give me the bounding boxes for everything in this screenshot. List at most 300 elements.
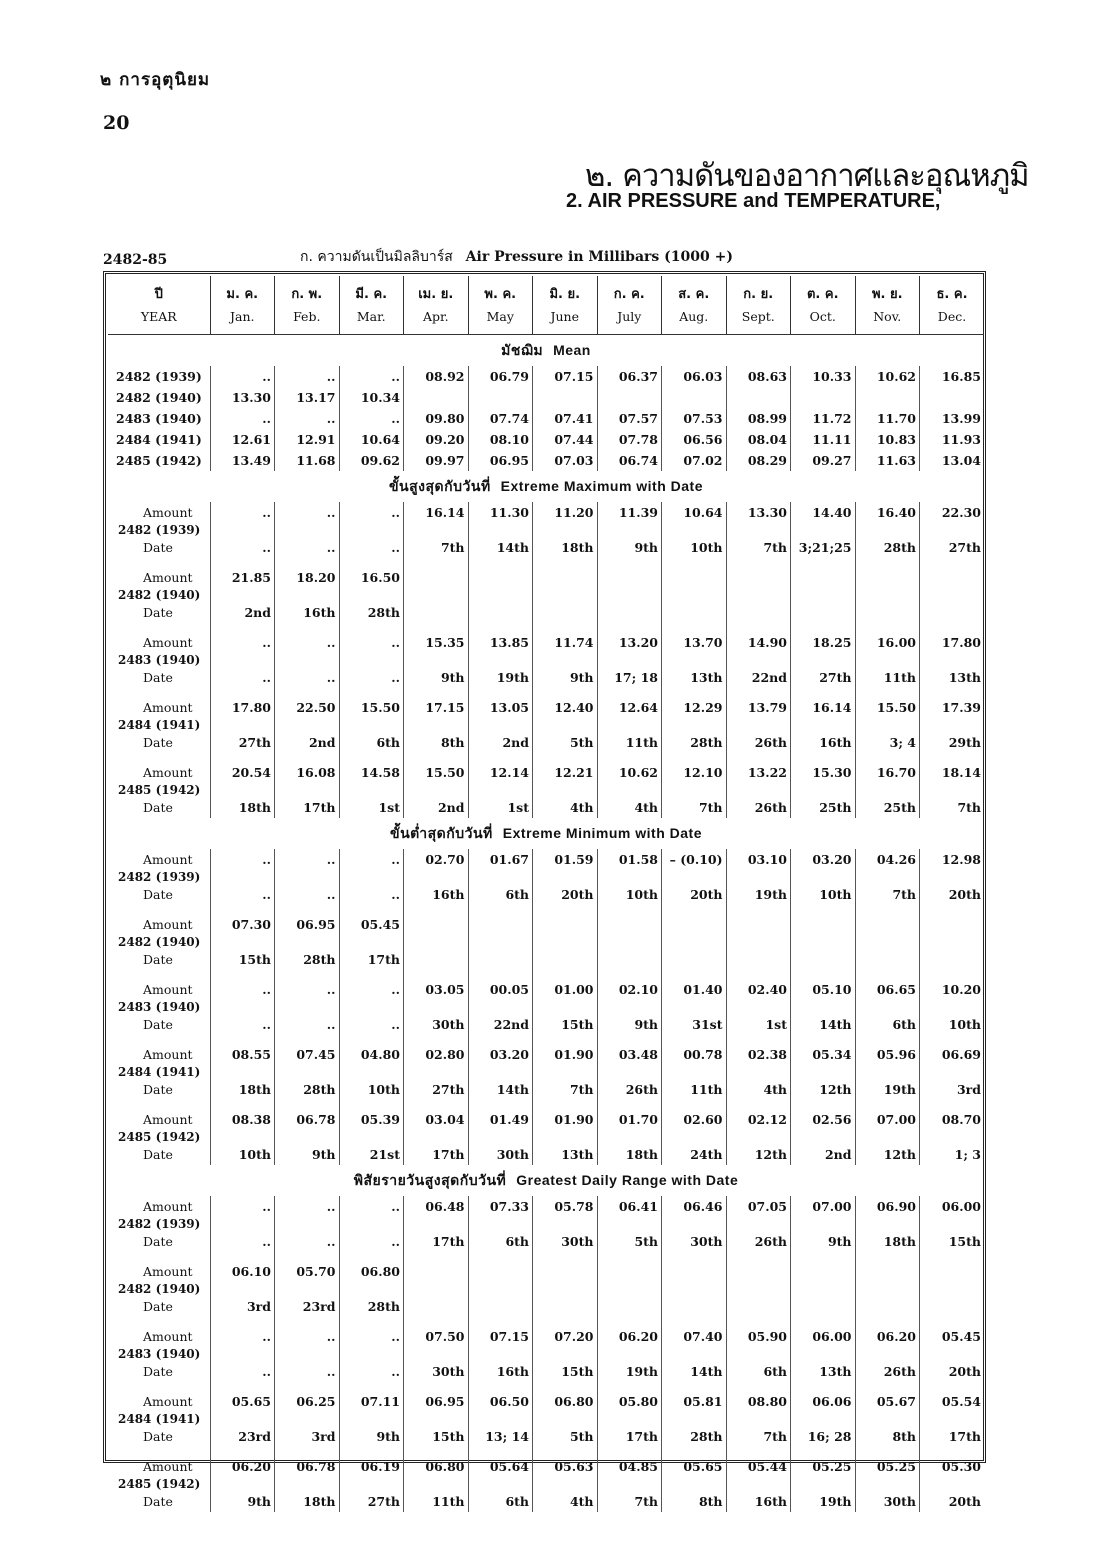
row-year-label: 2483 (1940)	[118, 1000, 201, 1014]
gap-cell	[855, 623, 920, 632]
table-cell: 10th	[597, 884, 662, 905]
table-cell: 22.50	[275, 697, 340, 718]
table-cell: 8th	[662, 1491, 727, 1512]
table-cell: 11.11	[791, 429, 856, 450]
gap-cell	[662, 623, 727, 632]
spacer-cell	[920, 523, 985, 537]
table-cell: 06.65	[855, 979, 920, 1000]
table-cell	[597, 1261, 662, 1282]
table-cell: 13.30	[726, 502, 791, 523]
row-label-amount: Amount	[143, 1459, 193, 1474]
table-cell: 27th	[339, 1491, 404, 1512]
table-cell: 07.40	[662, 1326, 727, 1347]
row-label-amount: Amount	[143, 505, 193, 520]
spacer-cell	[597, 870, 662, 884]
gap-cell	[108, 970, 210, 979]
table-cell: ..	[210, 1361, 275, 1382]
spacer-cell	[275, 1477, 340, 1491]
table-cell: 13; 14	[468, 1426, 533, 1447]
table-cell: 9th	[533, 667, 598, 688]
gap-cell	[726, 1035, 791, 1044]
table-caption-english: Air Pressure in Millibars (1000 +)	[465, 249, 733, 265]
row-label-date: Date	[143, 1364, 173, 1379]
spacer-cell	[662, 1412, 727, 1426]
spacer-cell	[855, 1130, 920, 1144]
row-label-date: Date	[143, 1017, 173, 1032]
row-year-label: 2483 (1940)	[116, 411, 202, 426]
table-cell: 8th	[855, 1426, 920, 1447]
table-cell: ..	[339, 632, 404, 653]
spacer-cell	[210, 1282, 275, 1296]
gap-cell	[855, 1447, 920, 1456]
table-cell: 03.20	[791, 849, 856, 870]
spacer-cell	[726, 1000, 791, 1014]
spacer-cell	[791, 653, 856, 667]
table-cell: 15.35	[404, 632, 469, 653]
gap-cell	[210, 1035, 275, 1044]
table-cell: 13th	[791, 1361, 856, 1382]
table-cell: ..	[210, 1231, 275, 1252]
gap-cell	[108, 1035, 210, 1044]
table-cell: ..	[210, 1326, 275, 1347]
gap-cell	[597, 1382, 662, 1391]
table-cell	[726, 1261, 791, 1282]
spacer-cell	[533, 1000, 598, 1014]
table-cell: 17; 18	[597, 667, 662, 688]
spacer-cell	[404, 653, 469, 667]
gap-cell	[210, 970, 275, 979]
table-cell: ..	[339, 1326, 404, 1347]
table-cell: 19th	[597, 1361, 662, 1382]
month-header-english: Nov.	[873, 309, 902, 324]
row-label-date: Date	[143, 1082, 173, 1097]
year-row	[108, 1217, 984, 1231]
table-cell: 30th	[855, 1491, 920, 1512]
table-cell: 11.74	[533, 632, 598, 653]
gap-cell	[726, 970, 791, 979]
table-cell: 7th	[662, 797, 727, 818]
gap-cell	[275, 1382, 340, 1391]
spacer-cell	[920, 653, 985, 667]
spacer-cell	[726, 935, 791, 949]
table-cell: ..	[210, 1014, 275, 1035]
spacer-cell	[404, 718, 469, 732]
gap-cell	[855, 1035, 920, 1044]
table-cell	[662, 602, 727, 623]
table-row	[108, 450, 984, 471]
spacer-cell	[662, 653, 727, 667]
spacer-cell	[210, 523, 275, 537]
table-cell: ..	[210, 667, 275, 688]
date-row	[108, 1014, 984, 1035]
gap-cell	[662, 1252, 727, 1261]
gap-cell	[404, 1447, 469, 1456]
gap-cell	[597, 1317, 662, 1326]
gap-cell	[339, 558, 404, 567]
table-cell: 10.64	[662, 502, 727, 523]
year-row	[108, 1347, 984, 1361]
gap-cell	[920, 1317, 985, 1326]
gap-cell	[726, 753, 791, 762]
spacer-cell	[339, 870, 404, 884]
table-cell	[726, 602, 791, 623]
spacer-cell	[726, 523, 791, 537]
spacer-cell	[339, 1217, 404, 1231]
spacer-cell	[597, 783, 662, 797]
year-header-thai: ปี	[154, 287, 163, 302]
table-cell: 12.98	[920, 849, 985, 870]
row-year-label: 2484 (1941)	[118, 1065, 201, 1079]
spacer-cell	[726, 1282, 791, 1296]
spacer-cell	[662, 1477, 727, 1491]
table-cell: 13.22	[726, 762, 791, 783]
table-cell: 04.80	[339, 1044, 404, 1065]
month-header-english: May	[486, 309, 514, 324]
table-cell	[855, 1261, 920, 1282]
gap-cell	[662, 1317, 727, 1326]
table-cell	[855, 387, 920, 408]
table-cell: 28th	[662, 732, 727, 753]
spacer-cell	[210, 718, 275, 732]
table-cell: 05.39	[339, 1109, 404, 1130]
month-header	[339, 276, 404, 335]
month-header-thai: ม. ค.	[226, 287, 259, 302]
spacer-cell	[726, 653, 791, 667]
gap-cell	[275, 1100, 340, 1109]
table-cell: 22nd	[468, 1014, 533, 1035]
spacer-cell	[597, 1412, 662, 1426]
gap-cell	[533, 688, 598, 697]
table-cell: 17.39	[920, 697, 985, 718]
gap-cell	[662, 1382, 727, 1391]
row-label-amount: Amount	[143, 852, 193, 867]
table-cell: ..	[275, 1231, 340, 1252]
table-cell: 06.00	[920, 1196, 985, 1217]
gap-cell	[468, 688, 533, 697]
table-cell: 06.19	[339, 1456, 404, 1477]
year-column-header	[108, 276, 210, 335]
table-cell	[404, 1261, 469, 1282]
section-heading-thai: พิสัยรายวันสูงสุดกับวันที่	[353, 1173, 507, 1189]
table-cell	[597, 949, 662, 970]
table-cell	[726, 914, 791, 935]
table-cell: 18th	[597, 1144, 662, 1165]
table-cell: 6th	[726, 1361, 791, 1382]
spacer-cell	[210, 783, 275, 797]
gap-cell	[468, 753, 533, 762]
table-cell	[404, 949, 469, 970]
gap-cell	[404, 753, 469, 762]
spacer-cell	[404, 1412, 469, 1426]
table-cell: 8th	[404, 732, 469, 753]
gap-cell	[855, 970, 920, 979]
table-cell: 19th	[855, 1079, 920, 1100]
spacer-cell	[404, 1065, 469, 1079]
month-header-thai: ก. พ.	[291, 287, 323, 302]
table-cell: 19th	[726, 884, 791, 905]
group-gap	[108, 1252, 984, 1261]
spacer-cell	[855, 718, 920, 732]
table-cell: 10th	[662, 537, 727, 558]
month-header-english: Feb.	[293, 309, 321, 324]
table-cell: 08.38	[210, 1109, 275, 1130]
table-cell: 21st	[339, 1144, 404, 1165]
row-year-label: 2484 (1941)	[116, 432, 202, 447]
spacer-cell	[726, 718, 791, 732]
year-row	[108, 1065, 984, 1079]
spacer-cell	[210, 1065, 275, 1079]
table-cell: ..	[339, 502, 404, 523]
table-cell: 05.96	[855, 1044, 920, 1065]
gap-cell	[275, 753, 340, 762]
row-label-date: Date	[143, 1429, 173, 1444]
table-cell: 06.95	[468, 450, 533, 471]
spacer-cell	[275, 718, 340, 732]
gap-cell	[920, 970, 985, 979]
table-cell	[662, 1261, 727, 1282]
year-row	[108, 870, 984, 884]
table-cell	[468, 949, 533, 970]
table-cell: 27th	[791, 667, 856, 688]
table-cell: 13th	[920, 667, 985, 688]
row-year-label: 2485 (1942)	[116, 453, 202, 468]
spacer-cell	[275, 1282, 340, 1296]
table-cell	[791, 949, 856, 970]
spacer-cell	[920, 1000, 985, 1014]
table-cell: 30th	[662, 1231, 727, 1252]
table-cell	[920, 602, 985, 623]
table-cell: 06.20	[210, 1456, 275, 1477]
spacer-cell	[468, 588, 533, 602]
table-cell: 17th	[275, 797, 340, 818]
table-cell: 05.63	[533, 1456, 598, 1477]
gap-cell	[597, 688, 662, 697]
spacer-cell	[662, 1065, 727, 1079]
spacer-cell	[339, 588, 404, 602]
table-cell: 04.26	[855, 849, 920, 870]
table-cell	[468, 1296, 533, 1317]
table-cell: 05.81	[662, 1391, 727, 1412]
gap-cell	[210, 1100, 275, 1109]
table-cell: 10th	[791, 884, 856, 905]
gap-cell	[726, 1252, 791, 1261]
row-year-label: 2482 (1939)	[118, 870, 201, 884]
table-cell: 12.91	[275, 429, 340, 450]
table-cell: 01.90	[533, 1109, 598, 1130]
gap-cell	[108, 1382, 210, 1391]
table-cell	[533, 602, 598, 623]
spacer-cell	[533, 935, 598, 949]
table-cell: 13.20	[597, 632, 662, 653]
table-cell: 13.17	[275, 387, 340, 408]
spacer-cell	[662, 718, 727, 732]
table-cell: 6th	[468, 1231, 533, 1252]
month-header-english: Aug.	[679, 309, 709, 324]
table-cell	[404, 602, 469, 623]
gap-cell	[597, 1035, 662, 1044]
gap-cell	[791, 1317, 856, 1326]
spacer-cell	[855, 653, 920, 667]
gap-cell	[339, 1317, 404, 1326]
table-cell: 13.70	[662, 632, 727, 653]
month-header-thai: มี. ค.	[355, 287, 388, 302]
years-range: 2482-85	[103, 252, 168, 268]
gap-cell	[108, 623, 210, 632]
month-header-thai: พ. ค.	[484, 287, 517, 302]
month-header-english: Jan.	[230, 309, 255, 324]
table-cell: 9th	[404, 667, 469, 688]
table-cell	[791, 387, 856, 408]
air-pressure-table	[108, 276, 984, 1512]
group-gap	[108, 688, 984, 697]
table-cell: 06.06	[791, 1391, 856, 1412]
table-cell: ..	[210, 537, 275, 558]
row-label-amount: Amount	[143, 1047, 193, 1062]
table-cell: 7th	[855, 884, 920, 905]
month-header-english: Sept.	[741, 309, 775, 324]
spacer-cell	[404, 870, 469, 884]
month-header	[210, 276, 275, 335]
table-cell: 02.56	[791, 1109, 856, 1130]
row-year-label: 2483 (1940)	[118, 653, 201, 667]
table-cell: 06.74	[597, 450, 662, 471]
table-cell: 09.27	[791, 450, 856, 471]
section-heading-thai: ขั้นต่ำสุดกับวันที่	[390, 826, 493, 842]
gap-cell	[108, 1447, 210, 1456]
table-cell: ..	[339, 667, 404, 688]
table-cell: 06.56	[662, 429, 727, 450]
table-cell: 11th	[597, 732, 662, 753]
table-cell: ..	[275, 1014, 340, 1035]
spacer-cell	[533, 1412, 598, 1426]
table-cell: 26th	[726, 797, 791, 818]
table-cell: ..	[210, 408, 275, 429]
table-cell: 24th	[662, 1144, 727, 1165]
table-cell: 16.00	[855, 632, 920, 653]
spacer-cell	[791, 588, 856, 602]
spacer-cell	[339, 718, 404, 732]
gap-cell	[855, 558, 920, 567]
spacer-cell	[339, 653, 404, 667]
table-cell: 9th	[210, 1491, 275, 1512]
table-cell: 02.12	[726, 1109, 791, 1130]
table-cell: 07.11	[339, 1391, 404, 1412]
row-label-amount: Amount	[143, 1199, 193, 1214]
table-cell: 01.58	[597, 849, 662, 870]
table-cell: 05.45	[339, 914, 404, 935]
gap-cell	[726, 1317, 791, 1326]
table-cell: 18th	[210, 797, 275, 818]
spacer-cell	[791, 1477, 856, 1491]
table-cell: ..	[210, 502, 275, 523]
table-cell: 15th	[404, 1426, 469, 1447]
spacer-cell	[855, 1412, 920, 1426]
table-cell: 08.04	[726, 429, 791, 450]
row-year-label: 2484 (1941)	[118, 1412, 201, 1426]
page-number: 20	[103, 112, 130, 134]
table-cell: 16; 28	[791, 1426, 856, 1447]
table-cell	[597, 1296, 662, 1317]
amount-row	[108, 1261, 984, 1282]
table-cell: 17th	[597, 1426, 662, 1447]
table-row	[108, 387, 984, 408]
table-cell	[920, 1296, 985, 1317]
table-cell: 11th	[855, 667, 920, 688]
table-cell: 03.20	[468, 1044, 533, 1065]
table-cell: 11.30	[468, 502, 533, 523]
table-cell	[662, 949, 727, 970]
table-cell: 08.55	[210, 1044, 275, 1065]
table-cell: ..	[339, 366, 404, 387]
table-cell: 2nd	[275, 732, 340, 753]
table-cell: 05.45	[920, 1326, 985, 1347]
table-cell: 4th	[726, 1079, 791, 1100]
gap-cell	[339, 753, 404, 762]
spacer-cell	[920, 870, 985, 884]
spacer-cell	[339, 935, 404, 949]
table-cell: 22nd	[726, 667, 791, 688]
spacer-cell	[404, 1347, 469, 1361]
table-cell: ..	[275, 632, 340, 653]
spacer-cell	[662, 1217, 727, 1231]
table-cell: 08.99	[726, 408, 791, 429]
table-cell: 20th	[920, 1491, 985, 1512]
table-row	[108, 429, 984, 450]
table-cell: 26th	[597, 1079, 662, 1100]
row-label-date: Date	[143, 540, 173, 555]
table-cell: ..	[275, 537, 340, 558]
gap-cell	[339, 970, 404, 979]
table-cell: 27th	[404, 1079, 469, 1100]
table-cell: ..	[275, 884, 340, 905]
table-cell: 08.80	[726, 1391, 791, 1412]
table-cell: ..	[339, 1196, 404, 1217]
table-cell: 30th	[533, 1231, 598, 1252]
table-cell: 22.30	[920, 502, 985, 523]
spacer-cell	[726, 870, 791, 884]
table-cell	[597, 567, 662, 588]
table-cell: 09.97	[404, 450, 469, 471]
table-cell: 06.50	[468, 1391, 533, 1412]
gap-cell	[662, 1100, 727, 1109]
gap-cell	[855, 688, 920, 697]
table-cell: 08.29	[726, 450, 791, 471]
table-cell: 06.80	[404, 1456, 469, 1477]
spacer-cell	[533, 718, 598, 732]
gap-cell	[662, 753, 727, 762]
month-header-thai: พ. ย.	[871, 287, 903, 302]
spacer-cell	[468, 1282, 533, 1296]
table-cell: 13.85	[468, 632, 533, 653]
table-cell	[533, 914, 598, 935]
table-cell: 05.25	[855, 1456, 920, 1477]
table-cell: 06.41	[597, 1196, 662, 1217]
spacer-cell	[597, 718, 662, 732]
spacer-cell	[855, 1217, 920, 1231]
gap-cell	[404, 623, 469, 632]
month-header	[533, 276, 598, 335]
table-cell: 18.14	[920, 762, 985, 783]
gap-cell	[791, 688, 856, 697]
table-cell: 5th	[597, 1231, 662, 1252]
spacer-cell	[597, 1477, 662, 1491]
month-header-english: Dec.	[937, 309, 967, 324]
gap-cell	[468, 558, 533, 567]
table-cell: 06.46	[662, 1196, 727, 1217]
table-cell: 07.02	[662, 450, 727, 471]
table-cell	[662, 567, 727, 588]
table-cell: 07.53	[662, 408, 727, 429]
